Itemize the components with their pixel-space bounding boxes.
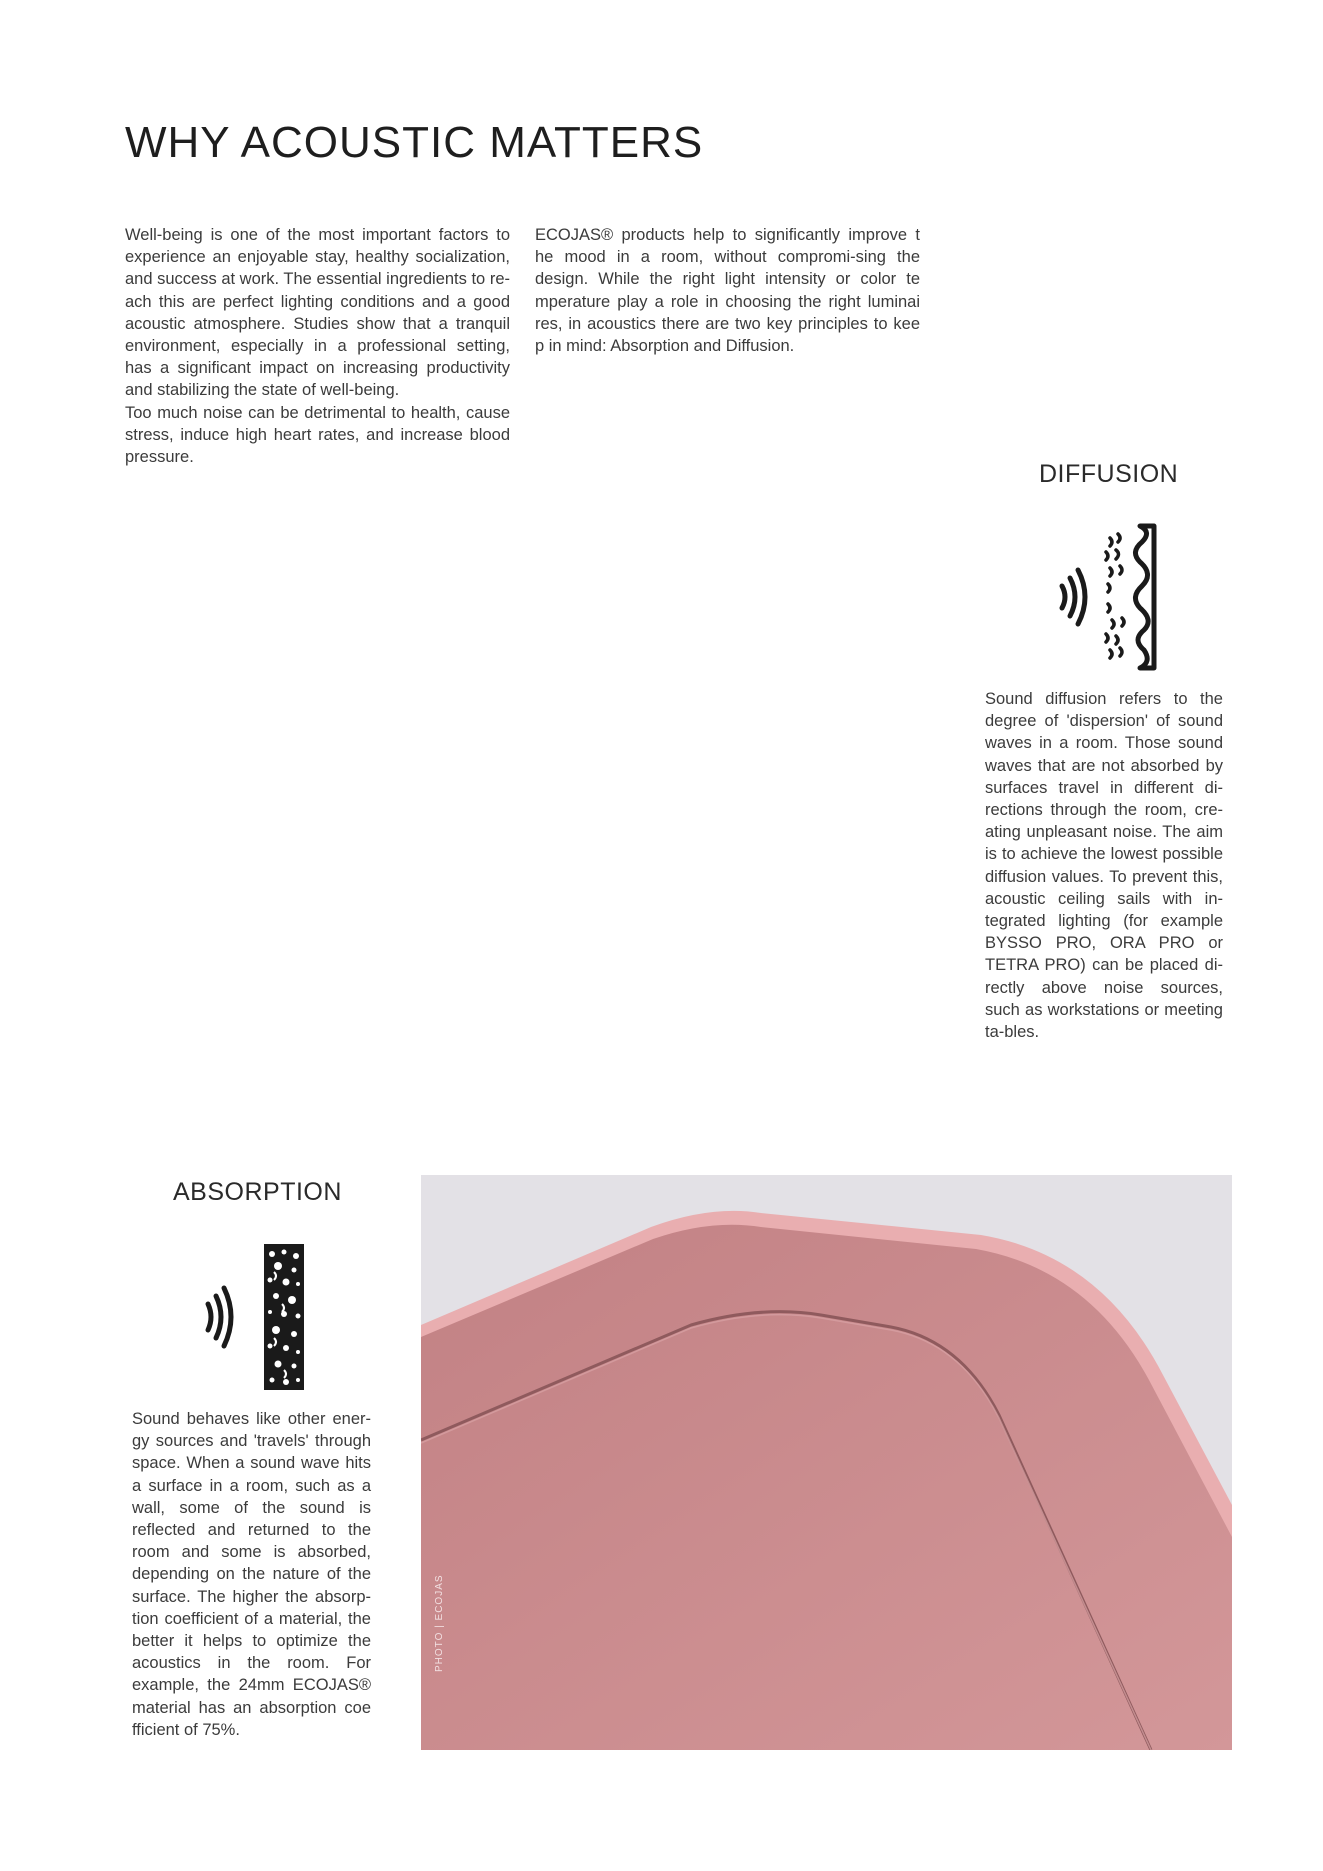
- absorption-wave-icon: [198, 1242, 308, 1392]
- intro-column-1: [125, 224, 510, 468]
- diffusion-heading: DIFFUSION: [1039, 460, 1179, 488]
- absorption-description: Sound behaves like other ener-gy sources and 'travels' through space. When a sound wave hits a surface in a room, such as a wall, some of the sound is reflected and returned to the room and some is absorbed, depending on the nature of the surface. The higher the absorp-tion coefficient of a material, the better it helps to optimize the acoustics in the room. For example, the 24mm ECOJAS® material has an absorption coe fficient of 75%.: [132, 1410, 371, 1739]
- page-title: WHY ACOUSTIC MATTERS: [125, 118, 704, 167]
- product-photo: [421, 1175, 1232, 1750]
- absorption-heading: ABSORPTION: [173, 1178, 342, 1206]
- intro-paragraph: Well-being is one of the most important factors to experience an enjoyable stay, healthy socialization, and success at work. The essential ingredients to re-ach this are perfect lighting conditions and a good acoustic atmosphere. Studies show that a tranquil environment, especially in a professional setting, has a significant impact on increasing productivity and stabilizing the state of well-being.: [125, 226, 510, 400]
- intro-paragraph: ECOJAS® products help to significantly improve t he mood in a room, without compromi-sing the design. While the right light intensity or color te mperature play a role in choosing the right luminai res, in acoustics there are two key principles to kee p in mind: Absorption and Diffusion.: [535, 226, 920, 356]
- intro-column-2: [535, 224, 920, 357]
- photo-credit: PHOTO | ECOJAS: [434, 1574, 445, 1672]
- intro-paragraph: Too much noise can be detrimental to health, cause stress, induce high heart rates, and increase blood pressure.: [125, 403, 510, 467]
- diffusion-description: Sound diffusion refers to the degree of 'dispersion' of sound waves in a room. Those sound waves that are not absorbed by surfaces travel in different di-rections through the room, cre-ating unpleasant noise. The aim is to achieve the lowest possible diffusion values. To prevent this, acoustic ceiling sails with in-tegrated lighting (for example BYSSO PRO, ORA PRO or TETRA PRO) can be placed di-rectly above noise sources, such as workstations or meeting ta-bles.: [985, 690, 1223, 1042]
- diffusion-wave-icon: [1048, 522, 1158, 672]
